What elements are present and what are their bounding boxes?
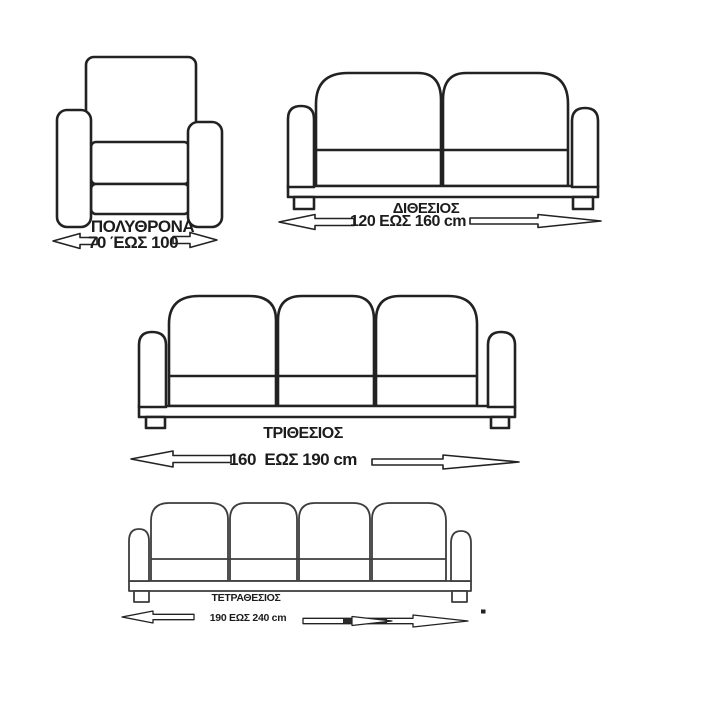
armchair-dimension-text: 70 ΈΩΣ 100 <box>87 233 179 252</box>
two-seater-back-cushion-1 <box>316 73 441 186</box>
four-seater-drawing <box>122 503 486 627</box>
armchair-right-armrest <box>188 122 222 227</box>
three-seater-right-armrest <box>488 332 515 407</box>
four-seater-dimension-arrow-left-icon <box>122 611 194 623</box>
four-seater-base <box>129 581 471 591</box>
armchair-backrest <box>86 57 196 153</box>
armchair-label: ΠΟΛΥΘΡΟΝΑ <box>90 217 195 236</box>
three-seater-back-cushion-1 <box>169 296 276 406</box>
two-seater-left-foot <box>294 197 314 209</box>
three-seater-right-foot <box>491 417 509 428</box>
four-seater-left-foot <box>134 591 149 602</box>
two-seater-base <box>288 186 598 197</box>
armchair-left-armrest <box>57 110 91 227</box>
three-seater-label: ΤΡΙΘΕΣΙΟΣ <box>263 425 343 442</box>
three-seater-left-armrest <box>139 332 166 407</box>
four-seater-back-cushion-3 <box>299 503 370 581</box>
four-seater-right-armrest <box>451 531 471 581</box>
armchair-seat-cushion-bottom <box>91 184 189 214</box>
three-seater-dimension-arrow-left-icon <box>131 451 231 467</box>
four-seater-back-cushion-2 <box>230 503 297 581</box>
two-seater-back-cushion-2 <box>443 73 568 186</box>
three-seater-back-cushion-3 <box>376 296 477 406</box>
four-seater-right-foot <box>452 591 467 602</box>
four-seater-dimension-text: 190 ΕΩΣ 240 cm <box>209 612 287 624</box>
four-seater-label: ΤΕΤΡΑΘΕΣΙΟΣ <box>211 592 281 604</box>
three-seater-back-cushion-2 <box>278 296 374 406</box>
three-seater-dimension-arrow-right-icon <box>372 455 519 469</box>
two-seater-dimension-text: 120 ΕΩΣ 160 cm <box>350 213 466 230</box>
three-seater-dimension-text: 160 ΕΩΣ 190 cm <box>229 450 357 469</box>
four-seater-left-armrest <box>129 529 149 581</box>
three-seater-drawing <box>131 296 519 469</box>
two-seater-label: ΔΙΘΕΣΙΟΣ <box>392 200 460 217</box>
four-seater-back-cushion-1 <box>151 503 228 581</box>
four-seater-back-cushion-4 <box>372 503 446 581</box>
two-seater-dimension-arrow-right-icon <box>470 215 601 228</box>
three-seater-left-foot <box>146 417 165 428</box>
two-seater-right-armrest <box>572 108 598 187</box>
stray-dot-mark <box>481 610 486 614</box>
armchair-seat-cushion-top <box>91 142 189 184</box>
two-seater-right-foot <box>573 197 593 209</box>
two-seater-left-armrest <box>288 106 314 187</box>
three-seater-base <box>139 406 515 417</box>
